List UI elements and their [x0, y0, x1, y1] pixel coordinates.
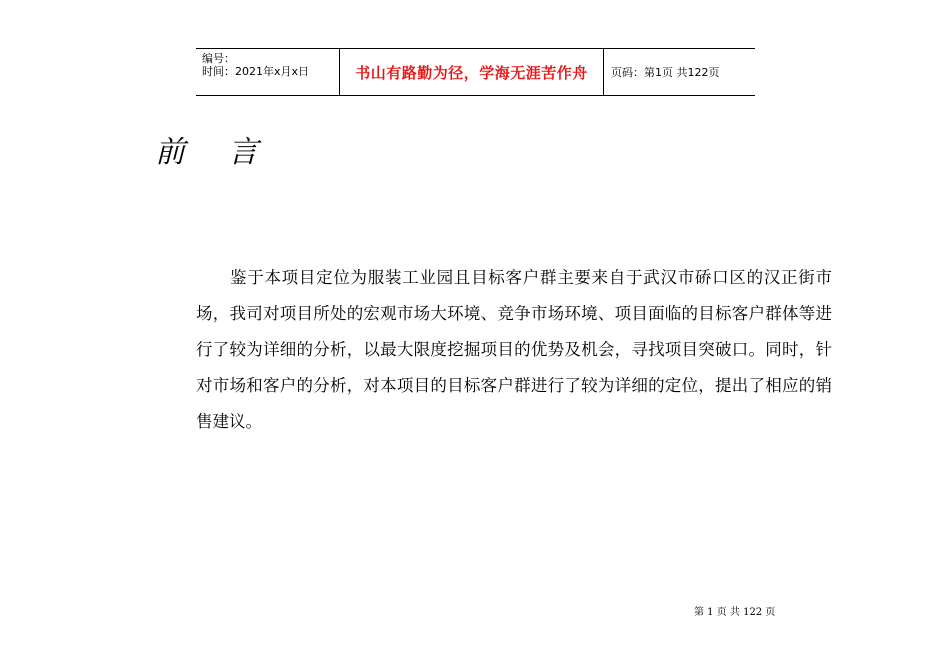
- page-header: [196, 48, 755, 96]
- body-paragraph: 鉴于本项目定位为服装工业园且目标客户群主要来自于武汉市硚口区的汉正街市场，我司对项目所处的宏观市场大环境、竞争市场环境、项目面临的目标客户群体等进行了较为详细的分析，以最大限度挖掘项目的优势及机会，寻找项目突破口。同时，针对市场和客户的分析，对本项目的目标客户群进行了较为详细的定位，提出了相应的销售建议。: [196, 268, 832, 431]
- page-title: 前言: [155, 135, 301, 170]
- header-motto: 书山有路勤为径，学海无涯苦作舟: [339, 49, 604, 95]
- document-time-label: 时间：2021年x月x日: [202, 65, 310, 78]
- header-page-code: 页码：第1页 共122页: [611, 66, 720, 79]
- document-number-label: 编号：: [202, 52, 235, 65]
- page-footer: 第 1 页 共 122 页: [694, 607, 776, 618]
- header-meta-cell: [196, 49, 339, 95]
